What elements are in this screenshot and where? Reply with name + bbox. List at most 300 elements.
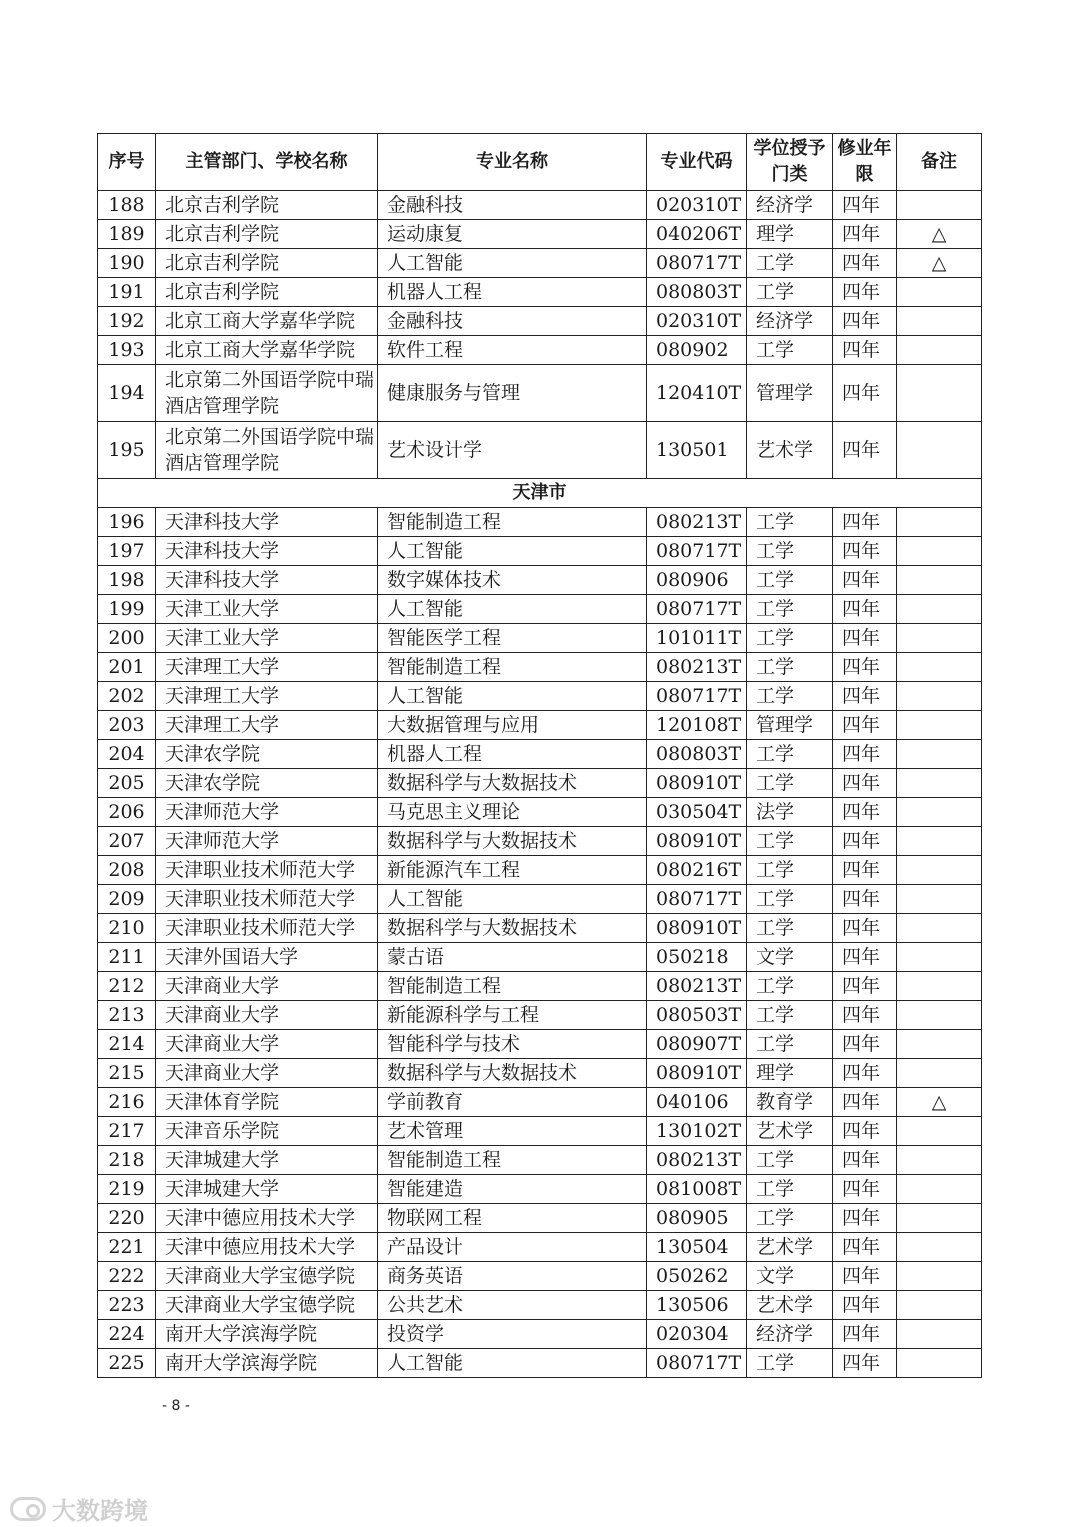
cell-years: 四年 (833, 508, 897, 537)
cell-school: 天津农学院 (156, 740, 378, 769)
header-code: 专业代码 (647, 134, 747, 191)
cell-code: 080902 (647, 336, 747, 365)
cell-major: 新能源科学与工程 (378, 1001, 647, 1030)
cell-school: 北京吉利学院 (156, 278, 378, 307)
cell-school: 天津理工大学 (156, 682, 378, 711)
cell-no: 218 (98, 1146, 156, 1175)
region-tianjin (98, 479, 982, 508)
cell-degree: 理学 (747, 220, 833, 249)
cell-note (897, 1291, 982, 1320)
cell-degree: 经济学 (747, 307, 833, 336)
table-row (98, 537, 982, 566)
cell-years: 四年 (833, 422, 897, 479)
cell-major: 人工智能 (378, 885, 647, 914)
cell-school: 天津体育学院 (156, 1088, 378, 1117)
cell-no: 217 (98, 1117, 156, 1146)
cell-degree: 工学 (747, 914, 833, 943)
table-row (98, 508, 982, 537)
cell-degree: 工学 (747, 769, 833, 798)
table-row (98, 422, 982, 479)
cell-note (897, 740, 982, 769)
table-row (98, 307, 982, 336)
cell-note (897, 1059, 982, 1088)
cell-no: 224 (98, 1320, 156, 1349)
table-row (98, 1001, 982, 1030)
cell-major: 运动康复 (378, 220, 647, 249)
cell-code: 080213T (647, 1146, 747, 1175)
table-row (98, 943, 982, 972)
cell-note (897, 827, 982, 856)
cell-code: 130102T (647, 1117, 747, 1146)
cell-degree: 工学 (747, 566, 833, 595)
cell-note (897, 1349, 982, 1378)
cell-note (897, 1262, 982, 1291)
cell-degree: 工学 (747, 653, 833, 682)
cell-years: 四年 (833, 191, 897, 220)
cell-no: 206 (98, 798, 156, 827)
cell-no: 207 (98, 827, 156, 856)
cell-note (897, 943, 982, 972)
cell-code: 050262 (647, 1262, 747, 1291)
header-no: 序号 (98, 134, 156, 191)
cell-degree: 工学 (747, 1001, 833, 1030)
cell-school: 天津工业大学 (156, 595, 378, 624)
table-row (98, 827, 982, 856)
cell-school: 南开大学滨海学院 (156, 1320, 378, 1349)
cell-major: 蒙古语 (378, 943, 647, 972)
cell-school: 天津科技大学 (156, 566, 378, 595)
watermark-logo-icon (10, 1497, 46, 1521)
cell-no: 188 (98, 191, 156, 220)
beijing-rows (98, 191, 982, 479)
cell-note (897, 682, 982, 711)
cell-degree: 艺术学 (747, 1233, 833, 1262)
cell-degree: 法学 (747, 798, 833, 827)
header-years: 修业年限 (833, 134, 897, 191)
table-row (98, 1349, 982, 1378)
cell-no: 208 (98, 856, 156, 885)
cell-note (897, 336, 982, 365)
cell-degree: 工学 (747, 1349, 833, 1378)
cell-major: 智能制造工程 (378, 508, 647, 537)
cell-years: 四年 (833, 943, 897, 972)
cell-years: 四年 (833, 1204, 897, 1233)
cell-school: 天津外国语大学 (156, 943, 378, 972)
watermark (10, 1491, 148, 1526)
cell-school: 天津商业大学 (156, 972, 378, 1001)
cell-note (897, 191, 982, 220)
cell-years: 四年 (833, 740, 897, 769)
cell-degree: 工学 (747, 249, 833, 278)
cell-code: 080717T (647, 249, 747, 278)
cell-code: 050218 (647, 943, 747, 972)
cell-years: 四年 (833, 1059, 897, 1088)
cell-school: 北京第二外国语学院中瑞酒店管理学院 (156, 422, 378, 479)
cell-no: 210 (98, 914, 156, 943)
table-row (98, 682, 982, 711)
cell-note (897, 711, 982, 740)
cell-major: 人工智能 (378, 537, 647, 566)
cell-degree: 工学 (747, 278, 833, 307)
cell-school: 南开大学滨海学院 (156, 1349, 378, 1378)
cell-no: 214 (98, 1030, 156, 1059)
cell-code: 080213T (647, 653, 747, 682)
cell-years: 四年 (833, 1146, 897, 1175)
cell-major: 数字媒体技术 (378, 566, 647, 595)
cell-major: 人工智能 (378, 1349, 647, 1378)
cell-school: 天津商业大学宝德学院 (156, 1291, 378, 1320)
cell-major: 数据科学与大数据技术 (378, 1059, 647, 1088)
cell-degree: 艺术学 (747, 1117, 833, 1146)
cell-major: 健康服务与管理 (378, 365, 647, 422)
cell-school: 北京吉利学院 (156, 249, 378, 278)
cell-major: 智能医学工程 (378, 624, 647, 653)
cell-years: 四年 (833, 624, 897, 653)
cell-major: 产品设计 (378, 1233, 647, 1262)
cell-major: 人工智能 (378, 682, 647, 711)
cell-note (897, 508, 982, 537)
cell-degree: 工学 (747, 1204, 833, 1233)
cell-note (897, 1117, 982, 1146)
cell-major: 艺术设计学 (378, 422, 647, 479)
cell-major: 数据科学与大数据技术 (378, 827, 647, 856)
table-row (98, 1204, 982, 1233)
table-row (98, 1030, 982, 1059)
cell-note (897, 307, 982, 336)
table-row (98, 249, 982, 278)
cell-degree: 工学 (747, 624, 833, 653)
cell-degree: 工学 (747, 740, 833, 769)
cell-years: 四年 (833, 1291, 897, 1320)
cell-years: 四年 (833, 769, 897, 798)
cell-note (897, 278, 982, 307)
cell-years: 四年 (833, 537, 897, 566)
header-major: 专业名称 (378, 134, 647, 191)
cell-years: 四年 (833, 1175, 897, 1204)
cell-code: 080910T (647, 827, 747, 856)
cell-school: 天津师范大学 (156, 798, 378, 827)
table-row (98, 278, 982, 307)
cell-note (897, 885, 982, 914)
header-row (98, 134, 982, 191)
cell-major: 新能源汽车工程 (378, 856, 647, 885)
cell-school: 天津城建大学 (156, 1146, 378, 1175)
table-row (98, 1117, 982, 1146)
cell-major: 艺术管理 (378, 1117, 647, 1146)
cell-years: 四年 (833, 1088, 897, 1117)
cell-code: 120108T (647, 711, 747, 740)
majors-table (97, 133, 982, 1378)
table-row (98, 336, 982, 365)
cell-major: 公共艺术 (378, 1291, 647, 1320)
cell-major: 数据科学与大数据技术 (378, 769, 647, 798)
cell-note (897, 1030, 982, 1059)
cell-no: 204 (98, 740, 156, 769)
cell-no: 203 (98, 711, 156, 740)
table-row (98, 624, 982, 653)
cell-no: 200 (98, 624, 156, 653)
cell-major: 智能建造 (378, 1175, 647, 1204)
cell-degree: 工学 (747, 1030, 833, 1059)
cell-no: 202 (98, 682, 156, 711)
cell-school: 天津商业大学宝德学院 (156, 1262, 378, 1291)
cell-note (897, 1320, 982, 1349)
cell-years: 四年 (833, 798, 897, 827)
cell-major: 机器人工程 (378, 278, 647, 307)
cell-degree: 工学 (747, 336, 833, 365)
cell-degree: 文学 (747, 1262, 833, 1291)
tianjin-rows (98, 508, 982, 1378)
cell-no: 220 (98, 1204, 156, 1233)
cell-note (897, 365, 982, 422)
cell-school: 天津中德应用技术大学 (156, 1233, 378, 1262)
cell-years: 四年 (833, 711, 897, 740)
table-row (98, 1146, 982, 1175)
cell-no: 191 (98, 278, 156, 307)
cell-no: 195 (98, 422, 156, 479)
cell-years: 四年 (833, 856, 897, 885)
cell-degree: 工学 (747, 682, 833, 711)
cell-degree: 工学 (747, 537, 833, 566)
cell-note: △ (897, 220, 982, 249)
table-row (98, 1059, 982, 1088)
cell-school: 北京第二外国语学院中瑞酒店管理学院 (156, 365, 378, 422)
cell-code: 040206T (647, 220, 747, 249)
cell-degree: 工学 (747, 856, 833, 885)
cell-note (897, 1204, 982, 1233)
cell-school: 天津理工大学 (156, 653, 378, 682)
table-row (98, 1291, 982, 1320)
cell-note (897, 537, 982, 566)
cell-years: 四年 (833, 682, 897, 711)
cell-major: 智能制造工程 (378, 1146, 647, 1175)
cell-no: 223 (98, 1291, 156, 1320)
cell-code: 020310T (647, 307, 747, 336)
table-row (98, 1233, 982, 1262)
cell-code: 080905 (647, 1204, 747, 1233)
cell-note (897, 798, 982, 827)
cell-major: 软件工程 (378, 336, 647, 365)
cell-code: 080213T (647, 972, 747, 1001)
cell-major: 智能制造工程 (378, 972, 647, 1001)
cell-school: 北京吉利学院 (156, 220, 378, 249)
cell-major: 投资学 (378, 1320, 647, 1349)
cell-no: 222 (98, 1262, 156, 1291)
cell-major: 大数据管理与应用 (378, 711, 647, 740)
cell-no: 192 (98, 307, 156, 336)
cell-years: 四年 (833, 1320, 897, 1349)
cell-degree: 工学 (747, 827, 833, 856)
cell-code: 040106 (647, 1088, 747, 1117)
cell-no: 221 (98, 1233, 156, 1262)
cell-major: 机器人工程 (378, 740, 647, 769)
table-row (98, 972, 982, 1001)
cell-note (897, 1233, 982, 1262)
table-row (98, 711, 982, 740)
cell-code: 120410T (647, 365, 747, 422)
cell-school: 天津农学院 (156, 769, 378, 798)
cell-major: 人工智能 (378, 595, 647, 624)
table-row (98, 1262, 982, 1291)
cell-degree: 工学 (747, 1175, 833, 1204)
cell-note (897, 566, 982, 595)
cell-major: 商务英语 (378, 1262, 647, 1291)
cell-major: 智能科学与技术 (378, 1030, 647, 1059)
cell-code: 080216T (647, 856, 747, 885)
watermark-text: 大数跨境 (52, 1497, 148, 1525)
table-row (98, 769, 982, 798)
cell-school: 天津理工大学 (156, 711, 378, 740)
cell-degree: 工学 (747, 972, 833, 1001)
cell-code: 130501 (647, 422, 747, 479)
cell-years: 四年 (833, 1030, 897, 1059)
cell-degree: 经济学 (747, 191, 833, 220)
table-row (98, 856, 982, 885)
cell-note (897, 856, 982, 885)
cell-major: 学前教育 (378, 1088, 647, 1117)
cell-years: 四年 (833, 1349, 897, 1378)
cell-code: 020304 (647, 1320, 747, 1349)
table-row (98, 653, 982, 682)
cell-degree: 理学 (747, 1059, 833, 1088)
cell-school: 天津师范大学 (156, 827, 378, 856)
cell-code: 080906 (647, 566, 747, 595)
header-degree: 学位授予门类 (747, 134, 833, 191)
cell-degree: 工学 (747, 508, 833, 537)
header-note: 备注 (897, 134, 982, 191)
cell-years: 四年 (833, 566, 897, 595)
cell-code: 030504T (647, 798, 747, 827)
cell-school: 北京工商大学嘉华学院 (156, 336, 378, 365)
cell-code: 080503T (647, 1001, 747, 1030)
cell-years: 四年 (833, 1262, 897, 1291)
table-row (98, 1320, 982, 1349)
cell-no: 189 (98, 220, 156, 249)
cell-note (897, 914, 982, 943)
page-number: - 8 - (162, 1398, 190, 1414)
cell-code: 080803T (647, 278, 747, 307)
cell-note (897, 422, 982, 479)
table-row (98, 1088, 982, 1117)
cell-code: 080213T (647, 508, 747, 537)
cell-school: 天津商业大学 (156, 1059, 378, 1088)
cell-note: △ (897, 249, 982, 278)
cell-code: 080717T (647, 885, 747, 914)
cell-degree: 艺术学 (747, 1291, 833, 1320)
cell-degree: 艺术学 (747, 422, 833, 479)
cell-code: 080717T (647, 537, 747, 566)
cell-code: 130506 (647, 1291, 747, 1320)
cell-years: 四年 (833, 1117, 897, 1146)
table-row (98, 191, 982, 220)
cell-no: 216 (98, 1088, 156, 1117)
cell-degree: 工学 (747, 595, 833, 624)
cell-code: 080717T (647, 595, 747, 624)
table-row (98, 798, 982, 827)
cell-years: 四年 (833, 278, 897, 307)
cell-years: 四年 (833, 249, 897, 278)
cell-code: 080910T (647, 914, 747, 943)
cell-code: 020310T (647, 191, 747, 220)
cell-note (897, 972, 982, 1001)
cell-no: 225 (98, 1349, 156, 1378)
table-row (98, 740, 982, 769)
cell-no: 215 (98, 1059, 156, 1088)
table-row (98, 595, 982, 624)
cell-years: 四年 (833, 595, 897, 624)
cell-school: 天津科技大学 (156, 537, 378, 566)
cell-no: 212 (98, 972, 156, 1001)
cell-no: 196 (98, 508, 156, 537)
cell-school: 天津音乐学院 (156, 1117, 378, 1146)
cell-degree: 管理学 (747, 365, 833, 422)
cell-years: 四年 (833, 972, 897, 1001)
cell-no: 197 (98, 537, 156, 566)
cell-no: 193 (98, 336, 156, 365)
region-title: 天津市 (98, 479, 982, 508)
table-row (98, 220, 982, 249)
cell-degree: 教育学 (747, 1088, 833, 1117)
cell-note (897, 595, 982, 624)
cell-years: 四年 (833, 885, 897, 914)
cell-school: 天津职业技术师范大学 (156, 885, 378, 914)
cell-school: 天津商业大学 (156, 1001, 378, 1030)
cell-school: 天津职业技术师范大学 (156, 914, 378, 943)
cell-years: 四年 (833, 653, 897, 682)
cell-major: 金融科技 (378, 307, 647, 336)
cell-major: 马克思主义理论 (378, 798, 647, 827)
cell-no: 213 (98, 1001, 156, 1030)
cell-no: 201 (98, 653, 156, 682)
cell-major: 数据科学与大数据技术 (378, 914, 647, 943)
cell-major: 物联网工程 (378, 1204, 647, 1233)
cell-code: 101011T (647, 624, 747, 653)
cell-code: 080910T (647, 1059, 747, 1088)
cell-major: 智能制造工程 (378, 653, 647, 682)
cell-years: 四年 (833, 1233, 897, 1262)
cell-school: 北京吉利学院 (156, 191, 378, 220)
cell-years: 四年 (833, 914, 897, 943)
cell-note (897, 653, 982, 682)
cell-years: 四年 (833, 307, 897, 336)
cell-note (897, 769, 982, 798)
cell-no: 199 (98, 595, 156, 624)
cell-no: 190 (98, 249, 156, 278)
header-school: 主管部门、学校名称 (156, 134, 378, 191)
cell-code: 080717T (647, 682, 747, 711)
cell-school: 天津城建大学 (156, 1175, 378, 1204)
cell-code: 080717T (647, 1349, 747, 1378)
table-row (98, 885, 982, 914)
cell-code: 081008T (647, 1175, 747, 1204)
cell-note: △ (897, 1088, 982, 1117)
cell-code: 080910T (647, 769, 747, 798)
cell-no: 211 (98, 943, 156, 972)
region-header-row (98, 479, 982, 508)
cell-note (897, 1146, 982, 1175)
cell-years: 四年 (833, 336, 897, 365)
table-row (98, 1175, 982, 1204)
table-row (98, 566, 982, 595)
cell-degree: 工学 (747, 1146, 833, 1175)
cell-school: 天津中德应用技术大学 (156, 1204, 378, 1233)
cell-no: 198 (98, 566, 156, 595)
cell-major: 人工智能 (378, 249, 647, 278)
cell-school: 北京工商大学嘉华学院 (156, 307, 378, 336)
table-row (98, 365, 982, 422)
cell-code: 080803T (647, 740, 747, 769)
cell-degree: 经济学 (747, 1320, 833, 1349)
